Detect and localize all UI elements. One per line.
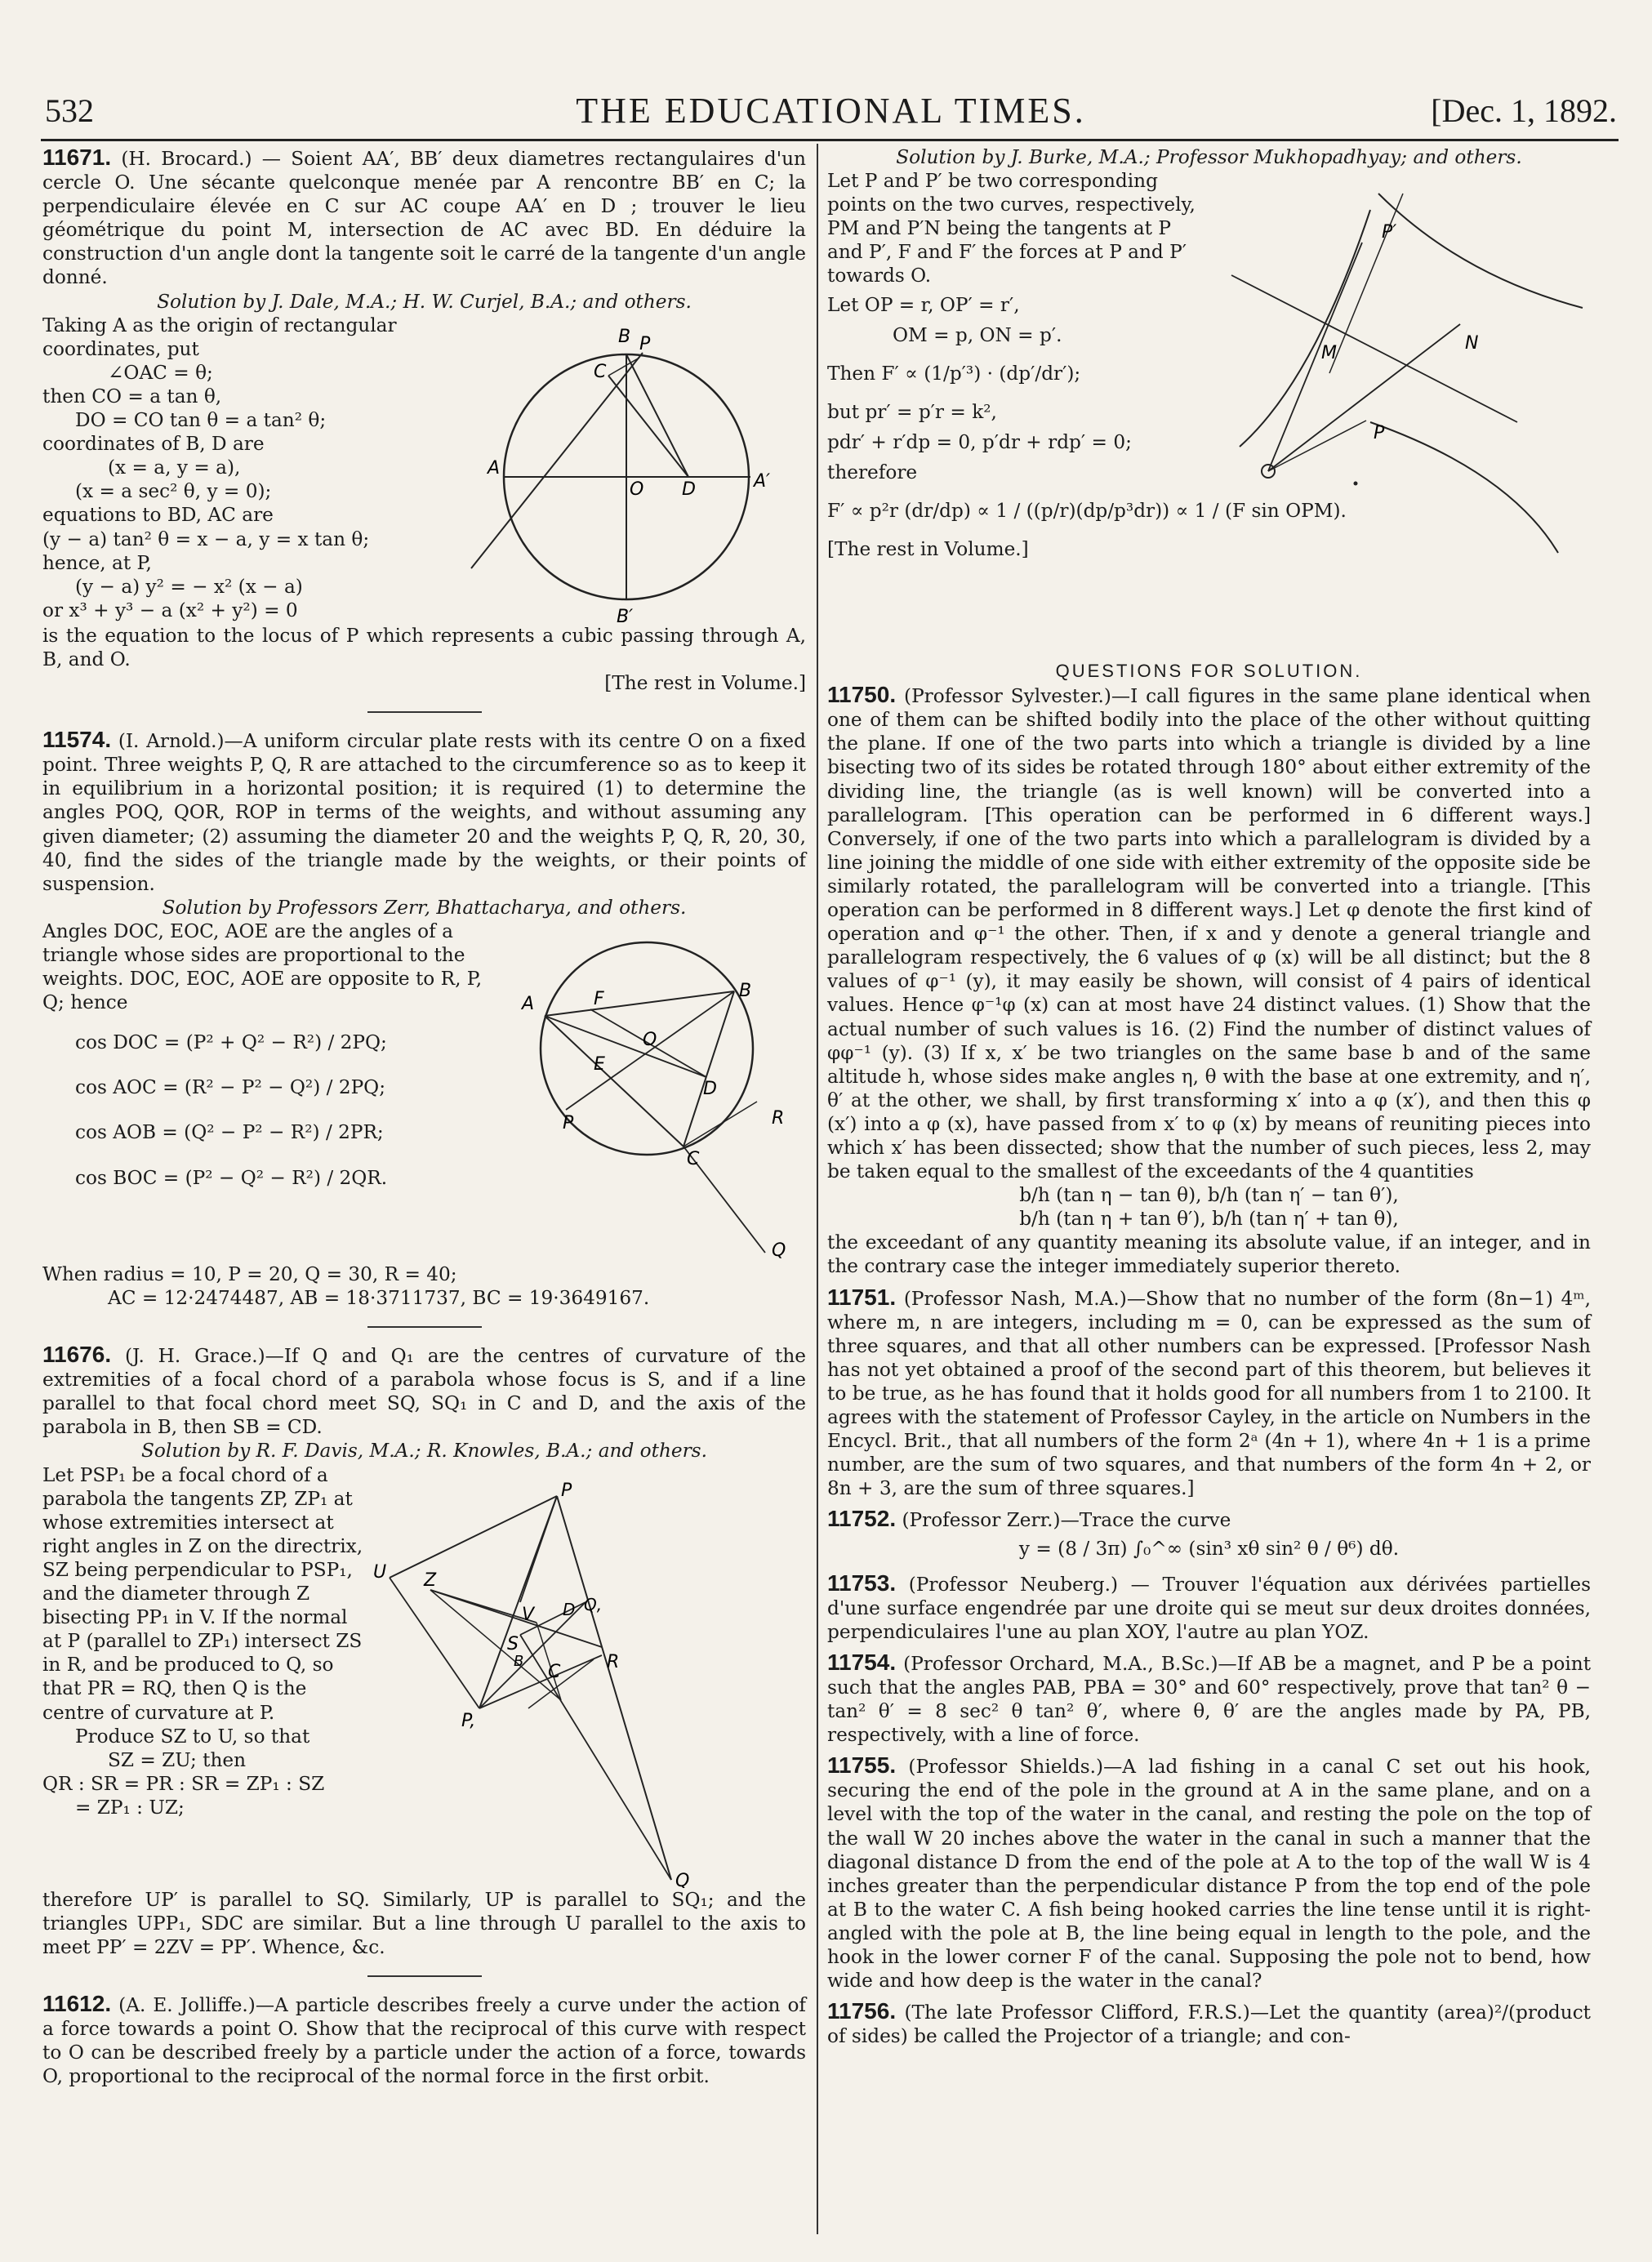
solution-credit: Solution by Professors Zerr, Bhattacharya, and others.: [162, 896, 687, 919]
fig-label-d: D: [563, 1599, 576, 1619]
solution-line: Let OP = r, OP′ = r′,: [827, 293, 1020, 316]
fig-label-b-prime: B′: [617, 606, 634, 627]
solution-body: Let PSP₁ be a focal chord of a parabola the tangents ZP, ZP₁ at whose extremities intersect at right angles in Z on the directrix, SZ being perpendicular to PSP₁, and the diameter through Z bisecting PP₁ in V. If the normal at P (parallel to ZP₁) intersect ZS in R, and be produced to Q, so that PR = RQ, then Q is the centre of curvature at P.: [42, 1463, 363, 1724]
solution-11676: [42, 1463, 806, 1888]
solution-credit: Solution by R. F. Davis, M.A.; R. Knowles, B.A.; and others.: [141, 1440, 707, 1463]
equation: QR : SR = PR : SR = ZP₁ : SZ: [42, 1772, 325, 1795]
question-11751: [827, 1285, 1591, 1501]
questions-heading: QUESTIONS FOR SOLUTION.: [1055, 661, 1363, 682]
solution-line: equations to BD, AC are: [42, 504, 274, 527]
question-number: 11755.: [827, 1752, 897, 1779]
page-number: 532: [45, 92, 94, 129]
question-11755: [827, 1753, 1591, 1993]
equation: cos AOC = (R² − P² − Q²) / 2PQ;: [75, 1076, 386, 1099]
solution-conclusion: is the equation to the locus of P which represents a cubic passing through A, B, and O.: [42, 624, 806, 670]
question-text: (Professor Shields.)—A lad fishing in a canal C set out his hook, securing the end of the pole in the ground at A in the same plane, and on a level with the top of the water in the canal, and resting the pole on the top of the wall W 20 inches above the water in the canal in such a manner that the diagonal distance D from the end of the pole at A to the top of the wall W is 4 inches greater than the perpendicular distance P from the top end of the pole at B to the water C. A fish being hooked carries the line tense until it is right-angled with the pole at B, the line being equal in length to the pole, and the hook in the lower corner F of the canal. Supposing the pole not to bend, how wide and how deep is the water in the canal?: [827, 1756, 1591, 1993]
solution-11574: [42, 919, 806, 1262]
question-number: 11756.: [827, 1998, 897, 2024]
solution-line: but pr′ = p′r = k²,: [827, 400, 997, 423]
page-header: [45, 90, 1617, 139]
fig-label-b: B: [514, 1652, 524, 1670]
equation: SZ = ZU; then: [108, 1748, 247, 1771]
equation: cos BOC = (P² − Q² − R²) / 2QR.: [75, 1166, 388, 1189]
fig-label-n: N: [1465, 333, 1479, 354]
question-11574: [42, 728, 806, 896]
question-number: 11752.: [827, 1506, 897, 1532]
fig-label-o: O: [643, 1029, 657, 1050]
solution-line: (x = a sec² θ, y = 0);: [75, 480, 272, 503]
fig-label-d: D: [703, 1078, 717, 1099]
fig-label-v: V: [522, 1604, 535, 1625]
question-text: (I. Arnold.)—A uniform circular plate rests with its centre O on a fixed point. Three weights P, Q, R are attached to the circumference so as to keep it in equilibrium in a horizontal position; it is required (1) to determine the angles POQ, QOR, ROP in terms of the weights, and without assuming any given diameter; (2) assuming the diameter 20 and the weights P, Q, R, 20, 30, 40, find the sides of the triangle made by the weights, or their points of suspension.: [42, 730, 806, 895]
question-text: (Professor Orchard, M.A., B.Sc.)—If AB be a magnet, and P be a point such that the angles PAB, PBA = 30° and 60° respectively, prove that tan² θ − tan² θ′ = 8 sec² θ tan² θ′, where θ, θ′ are the angles made by PA, PB, respectively, with a line of force.: [827, 1652, 1592, 1747]
solution-line: Then F′ ∝ (1/p′³) · (dp′/dr′);: [827, 362, 1081, 385]
solution-intro: Angles DOC, EOC, AOE are the angles of a triangle whose sides are proportional to the weights. DOC, EOC, AOE are opposite to R, P, Q; hence: [42, 919, 483, 1014]
fig-label-p: P: [563, 1112, 574, 1133]
solution-line: (x = a, y = a),: [108, 456, 241, 479]
equation: = ZP₁ : UZ;: [75, 1796, 185, 1819]
question-11612: [42, 1992, 806, 2088]
question-number: 11751.: [827, 1284, 897, 1310]
solution-result: AC = 12·2474487, AB = 18·3711737, BC = 19·3649167.: [108, 1287, 650, 1309]
question-number: 11676.: [42, 1342, 112, 1368]
fig-label-m: M: [1321, 343, 1337, 364]
fig-label-o: O: [630, 479, 644, 500]
left-column: [42, 145, 806, 2088]
solution-body: Let P and P′ be two corresponding points on the two curves, respectively, PM and P′N being the tangents at P and P′, F and F′ the forces at P and P′ towards O.: [827, 170, 1196, 287]
question-text: (The late Professor Clifford, F.R.S.)—Let the quantity (area)²/(product of sides) be called the Projector of a triangle; and con-: [827, 2002, 1591, 2048]
formula-line: b/h (tan η + tan θ′), b/h (tan η′ + tan θ),: [1019, 1208, 1399, 1231]
journal-title: THE EDUCATIONAL TIMES.: [576, 91, 1086, 131]
question-number: 11612.: [42, 1990, 112, 2016]
rest-in-volume: [The rest in Volume.]: [827, 538, 1029, 561]
question-text: (Professor Nash, M.A.)—Show that no number of the form (8n−1) 4ᵐ, where m, n are integers, including m = 0, can be expressed as the sum of three squares, and that all other numbers can be expressed. [Professor Nash has not yet obtained a proof of the second part of this theorem, but believes it to be true, as he has found that it holds good for all numbers from 1 to 2100. It agrees with the statement of Professor Cayley, in the article on Numbers in the Encycl. Brit., that all numbers of the form 2ᵃ (4n + 1), where 4n + 1 is a prime number, are the sum of two squares, and that numbers of the form 4n + 2, or 8n + 3, are the sum of three squares.]: [827, 1287, 1591, 1500]
orbit-figure-11612: [1215, 177, 1591, 561]
solution-line: coordinates of B, D are: [42, 433, 265, 456]
formula-line: y = (8 / 3π) ∫₀^∞ (sin³ xθ sin² θ / θ⁶) dθ.: [1018, 1538, 1400, 1561]
question-11671: [42, 145, 806, 290]
solution-values: When radius = 10, P = 20, Q = 30, R = 40;: [42, 1262, 457, 1285]
header-rule: [41, 139, 1619, 141]
question-11754: [827, 1650, 1591, 1747]
fig-label-a: A: [522, 993, 535, 1014]
column-divider: [817, 144, 818, 2234]
solution-line: F′ ∝ p²r (dr/dp) ∝ 1 / ((p/r)(dp/p³dr)) ∝ 1 / (F sin OPM).: [827, 500, 1347, 523]
right-column: [827, 145, 1591, 2048]
fig-label-p-prime: P′: [1382, 222, 1397, 243]
fig-label-a: A: [488, 457, 501, 479]
question-11753: [827, 1571, 1591, 1644]
question-number: 11671.: [42, 145, 112, 170]
solution-line: therefore: [827, 461, 918, 484]
question-number: 11574.: [42, 727, 112, 753]
equation: cos AOB = (Q² − P² − R²) / 2PR;: [75, 1121, 384, 1144]
separator: [367, 1326, 482, 1328]
question-text: (Professor Neuberg.) — Trouver l'équation aux dérivées partielles d'une surface engendrée par une droite qui se meut sur deux droites données, perpendiculaires l'une au plan XOY, l'autre au plan YOZ.: [827, 1573, 1592, 1643]
question-text: (Professor Zerr.)—Trace the curve: [902, 1509, 1231, 1532]
fig-label-a-prime: A′: [754, 470, 771, 492]
circle-figure-11671: [455, 314, 806, 640]
solution-11612: [827, 169, 1591, 659]
fig-label-p1: P,: [461, 1710, 476, 1731]
solution-line: ∠OAC = θ;: [108, 361, 213, 384]
rest-in-volume: [The rest in Volume.]: [604, 672, 806, 695]
fig-label-c: C: [687, 1148, 700, 1169]
fig-label-p: P: [561, 1480, 572, 1501]
fig-label-c: C: [594, 361, 607, 382]
fig-label-z: Z: [424, 1570, 437, 1591]
solution-11671: [42, 314, 806, 627]
question-text: (H. Brocard.) — Soient AA′, BB′ deux diametres rectangulaires d'un cercle O. Une sécante quelconque menée par A rencontre BB′ en C; la perpendiculaire élevée en C sur AC coupe AA′ en D ; trouver le lieu géométrique du point M, intersection de AC avec BD. En déduire la construction d'un angle dont la tangente soit le carré de la tangente d'un angle donné.: [42, 148, 806, 289]
fig-label-d: D: [682, 479, 696, 500]
solution-conclusion: therefore UP′ is parallel to SQ. Similarly, UP is parallel to SQ₁; and the triangles UPP₁, SDC are similar. But a line through U parallel to the axis to meet PP′ = 2ZV = PP′. Whence, &c.: [42, 1888, 806, 1958]
solution-line: or x³ + y³ − a (x² + y²) = 0: [42, 599, 298, 621]
fig-label-q: Q: [675, 1870, 690, 1888]
solution-line: hence, at P,: [42, 551, 152, 574]
solution-line: then CO = a tan θ,: [42, 385, 222, 407]
question-text: (A. E. Jolliffe.)—A particle describes freely a curve under the action of a force towards a point O. Show that the reciprocal of this curve with respect to O can be described freely by a particle under the action of a force, towards O, proportional to the reciprocal of the normal force in the first orbit.: [42, 1993, 806, 2088]
solution-line: Produce SZ to U, so that: [75, 1725, 310, 1748]
question-tail: the exceedant of any quantity meaning its absolute value, if an integer, and in the contrary case the integer immediately superior thereto.: [827, 1231, 1591, 1278]
question-number: 11750.: [827, 682, 897, 708]
question-11752: [827, 1507, 1591, 1532]
fig-label-f: F: [594, 988, 604, 1009]
fig-label-b: B: [618, 326, 631, 347]
solution-line: pdr′ + r′dp = 0, p′dr + rdp′ = 0;: [827, 430, 1132, 453]
fig-label-p: P: [639, 333, 651, 354]
solution-line: Taking A as the origin of rectangular coordinates, put: [42, 314, 397, 360]
question-text: (Professor Sylvester.)—I call figures in the same plane identical when one of them can be shifted bodily into the place of the other without quitting the plane. If one of the two parts into which a triangle is divided by a line bisecting two of its sides be rotated through 180° about either extremity of the dividing line, the triangle (as is well known) will be converted into a parallelogram. [This operation can be performed in 6 different ways.] Conversely, if one of the two parts into which a parallelogram is divided by a line joining the middle of one side with either extremity of the opposite side be similarly rotated, the parallelogram will be converted into a triangle. [This operation can be performed in 8 different ways.] Let φ denote the first kind of operation and φ⁻¹ the other. Then, if x and y denote a general triangle and parallelogram respectively, the 6 values of φ (x) will be all distinct; but the 8 values of φ⁻¹ (y), it may easily be shown, will consist of 4 pairs of identical values. Hence φ⁻¹φ (x) can at most have 24 distinct values. (1) Show that the actual number of such values is 16. (2) Find the number of distinct values of φφ⁻¹ (y). (3) If x, x′ be two triangles on the same base b and of the same altitude h, whose sides make angles η, θ with the base at one extremity, and η′, θ′ at the other, we shall, by first transforming x′ into a φ (x′), and then this φ (x′) into a φ (x), have passed from x′ to φ (x) by means of reuniting pieces into which x′ has been dissected; show that the number of such pieces, less 2, may be taken equal to the smallest of the exceedants of the 4 quantities: [827, 685, 1591, 1183]
separator: [367, 1975, 482, 1977]
question-11756: [827, 1999, 1591, 2048]
issue-date: [Dec. 1, 1892.: [1431, 92, 1617, 129]
fig-label-s: S: [507, 1633, 519, 1654]
solution-credit: Solution by J. Dale, M.A.; H. W. Curjel, B.A.; and others.: [157, 290, 692, 313]
question-number: 11754.: [827, 1649, 897, 1675]
circle-figure-11574: [512, 926, 806, 1261]
fig-label-c: C: [548, 1661, 561, 1682]
parabola-figure-11676: [373, 1463, 806, 1888]
fig-label-q: Q: [772, 1240, 786, 1261]
equation: cos DOC = (P² + Q² − R²) / 2PQ;: [75, 1031, 387, 1054]
question-number: 11753.: [827, 1570, 897, 1596]
question-text: (J. H. Grace.)—If Q and Q₁ are the centres of curvature of the extremities of a focal chord of a parabola whose focus is S, and if a line parallel to that focal chord meet SQ, SQ₁ in C and D, and the axis of the parabola in B, then SB = CD.: [42, 1345, 807, 1439]
fig-label-u: U: [373, 1561, 387, 1583]
question-11750: [827, 683, 1591, 1183]
separator: [367, 711, 482, 713]
solution-line: OM = p, ON = p′.: [893, 323, 1062, 346]
question-11676: [42, 1343, 806, 1439]
solution-line: (y − a) tan² θ = x − a, y = x tan θ;: [42, 528, 370, 550]
fig-label-p: P: [1374, 423, 1385, 444]
solution-credit: Solution by J. Burke, M.A.; Professor Mukhopadhyay; and others.: [896, 146, 1522, 168]
fig-label-r: R: [772, 1107, 785, 1129]
solution-line: (y − a) y² = − x² (x − a): [75, 575, 303, 598]
fig-label-r: R: [607, 1651, 620, 1672]
formula-line: b/h (tan η − tan θ), b/h (tan η′ − tan θ′),: [1019, 1184, 1399, 1207]
fig-label-q1: Q,: [584, 1594, 603, 1614]
fig-label-e: E: [594, 1053, 605, 1075]
solution-line: DO = CO tan θ = a tan² θ;: [75, 409, 327, 432]
fig-label-b: B: [739, 980, 752, 1001]
